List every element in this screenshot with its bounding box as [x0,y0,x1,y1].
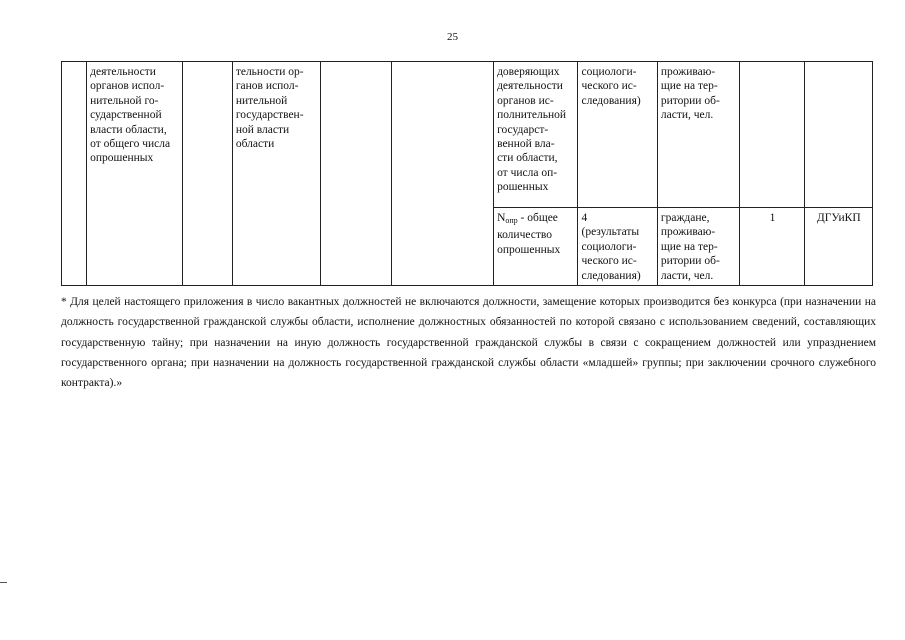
table-cell-population: проживаю- щие на тер- ритории об- ласти, чел. [657,62,739,208]
variable-description: - общее количество опрошенных [497,212,561,256]
table-cell-description: тельности ор- ганов испол- нительной государствен- ной власти области [232,62,320,286]
indicator-table [61,61,873,286]
table-cell-empty-5 [321,62,391,286]
table-cell-responsible [804,62,872,208]
table-cell-responsible: ДГУиКП [804,208,872,286]
table-cell-frequency [740,62,804,208]
table-cell-variable: доверяющих деятельности органов ис- полнительной государст- венной вла- сти области, от числа оп- рошенных [494,62,578,208]
variable-symbol: N [497,212,506,224]
margin-mark [0,582,7,583]
table-cell-unit [182,62,232,286]
table-cell-number [62,62,87,286]
table-cell-empty-6 [391,62,494,286]
page-number: 25 [447,31,458,43]
table-row [62,62,873,208]
table-cell-source: социологи- ческого ис- следования) [578,62,657,208]
table-cell-indicator: деятельности органов испол- нительной го- сударственной власти области, от общего числа опрошенных [87,62,182,286]
table-cell-variable [494,208,578,286]
table-cell-frequency: 1 [740,208,804,286]
table-cell-source: 4 (результаты социологи- ческого ис- следования) [578,208,657,286]
variable-subscript: опр [505,216,518,225]
footnote: * Для целей настоящего приложения в число вакантных должностей не включаются должности, замещение которых производится без конкурса (при назначении на должность государственной гражданской службы области, исполнение должностных обязанностей по которой связано с использованием сведений, составляющих государственную тайну; при назначении на иную должность государственной гражданской службы в связи с сокращением должностей или упразднением государственного органа; при назначении на должность государственной гражданской службы области «младшей» группы; при заключении срочного служебного контракта).» [61,296,876,390]
table-cell-population: граждане, проживаю- щие на тер- ритории об- ласти, чел. [657,208,739,286]
